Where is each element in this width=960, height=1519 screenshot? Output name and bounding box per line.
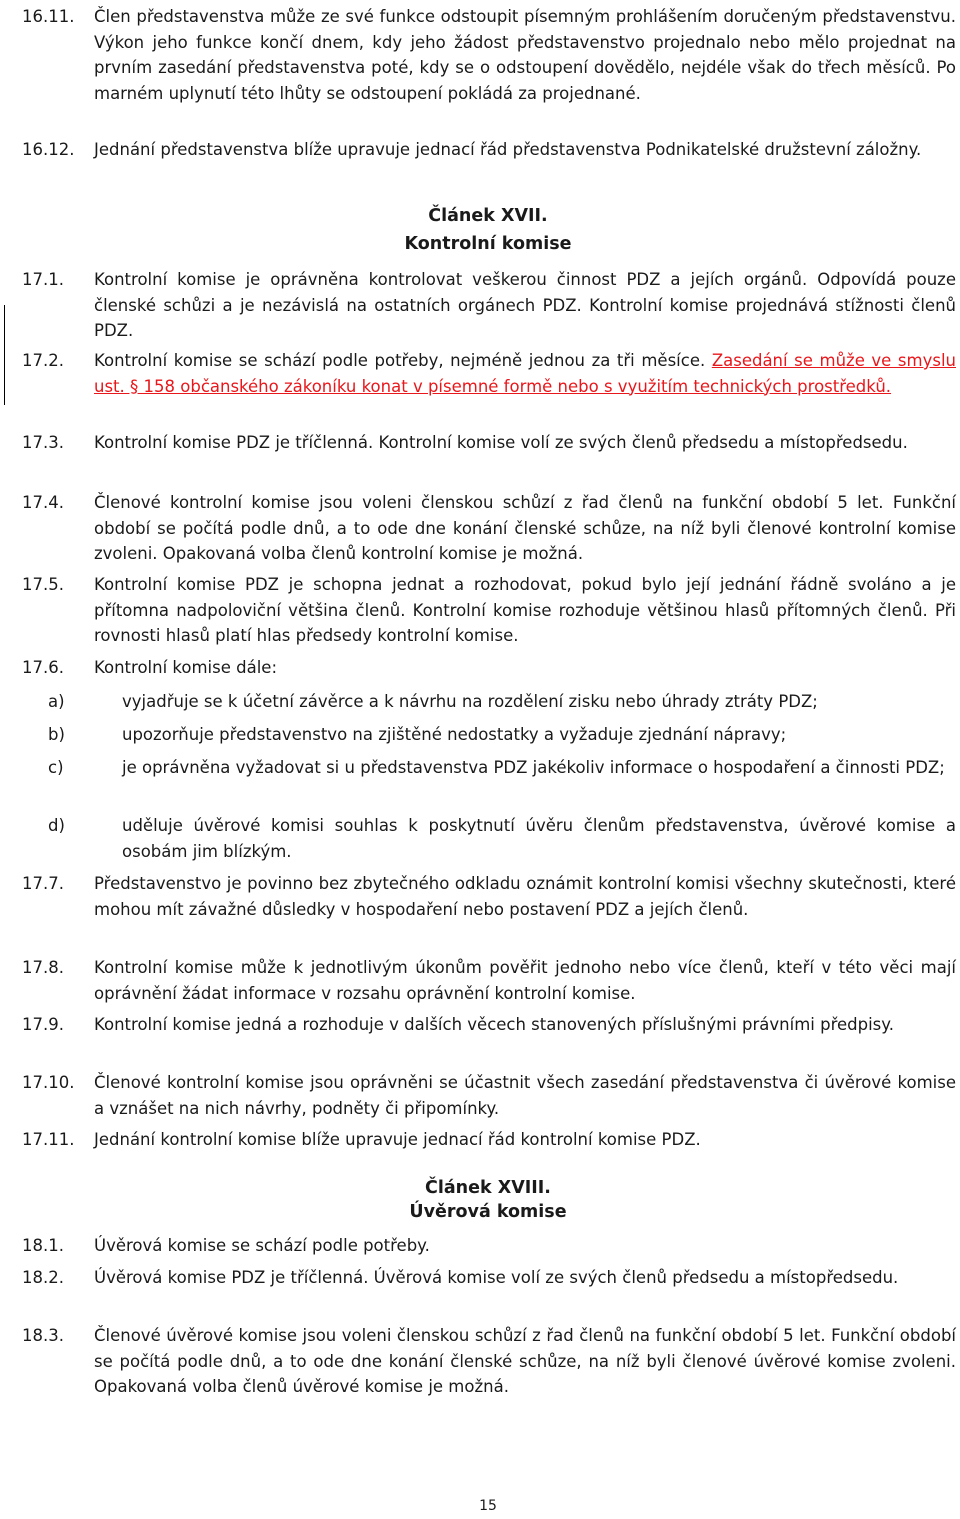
clause-number: 16.12. <box>22 140 75 159</box>
clause-number: 17.3. <box>22 433 64 452</box>
clause-text: Členové kontrolní komise jsou voleni členskou schůzí z řad členů na funkční období 5 let. Funkční období se počítá podle dnů, a to ode dne konání členské schůze, na níž byli členové kontrolní komise zvoleni. Opakovaná volba členů kontrolní komise je možná. <box>94 493 956 563</box>
clause-18-1 <box>22 1233 956 1259</box>
clause-number: 17.8. <box>22 958 64 977</box>
clause-text: Kontrolní komise jedná a rozhoduje v dalších věcech stanovených příslušnými právními předpisy. <box>94 1015 894 1034</box>
clause-text <box>94 348 956 399</box>
article-18-subtitle: Úvěrová komise <box>409 1202 567 1222</box>
clause-number: 17.5. <box>22 575 64 594</box>
clause-number: 17.11. <box>22 1130 75 1149</box>
list-item-a <box>48 689 956 715</box>
clause-17-7 <box>22 871 956 922</box>
clause-number: 17.4. <box>22 493 64 512</box>
clause-18-3 <box>22 1323 956 1400</box>
revision-change-bar <box>4 305 5 405</box>
clause-text: Kontrolní komise může k jednotlivým úkonům pověřit jednoho nebo více členů, kteří v této věci mají oprávnění žádat informace v rozsahu oprávnění kontrolní komise. <box>94 958 956 1003</box>
clause-number: 17.10. <box>22 1073 75 1092</box>
list-item-b <box>48 722 956 748</box>
clause-text: Úvěrová komise se schází podle potřeby. <box>94 1236 430 1255</box>
clause-number: 16.11. <box>22 7 75 26</box>
clause-text: Členové kontrolní komise jsou oprávněni se účastnit všech zasedání představenstva či úvěrové komise a vznášet na nich návrhy, podněty či připomínky. <box>94 1073 956 1118</box>
page-number: 15 <box>479 1498 497 1514</box>
article-18-title: Článek XVIII. <box>425 1178 551 1198</box>
clause-17-11 <box>22 1127 956 1153</box>
clause-17-3 <box>22 430 956 456</box>
list-letter: c) <box>48 758 64 777</box>
clause-number: 18.1. <box>22 1236 64 1255</box>
inserted-amendment-text: Zasedání se může ve smyslu ust. § 158 občanského zákoníku konat v písemné formě nebo s využitím technických prostředků. <box>94 351 956 396</box>
clause-text: Představenstvo je povinno bez zbytečného odkladu oznámit kontrolní komisi všechny skutečnosti, které mohou mít závažné důsledky v hospodaření nebo postavení PDZ a jejích členů. <box>94 874 956 919</box>
clause-text: Úvěrová komise PDZ je tříčlenná. Úvěrová komise volí ze svých členů předsedu a místopředsedu. <box>94 1268 899 1287</box>
clause-17-4 <box>22 490 956 567</box>
clause-18-2 <box>22 1265 956 1291</box>
clause-text: Jednání představenstva blíže upravuje jednací řád představenstva Podnikatelské družstevní záložny. <box>94 140 922 159</box>
clause-16-12 <box>22 137 956 163</box>
clause-number: 17.1. <box>22 270 64 289</box>
article-17-title: Článek XVII. <box>428 206 548 226</box>
clause-text-main: Kontrolní komise se schází podle potřeby, nejméně jednou za tři měsíce. <box>94 351 706 370</box>
clause-16-11 <box>22 4 956 106</box>
clause-text: Člen představenstva může ze své funkce odstoupit písemným prohlášením doručeným představenstvu. Výkon jeho funkce končí dnem, kdy jeho žádost představenstvo projednalo nebo mělo projednat na prvním zasedání představenstva poté, kdy se o odstoupení dovědělo, nejdéle však do třech měsíců. Po marném uplynutí této lhůty se odstoupení pokládá za projednané. <box>94 7 956 103</box>
list-text: uděluje úvěrové komisi souhlas k poskytnutí úvěru členům představenstva, úvěrové komise a osobám jim blízkým. <box>122 816 956 861</box>
clause-number: 17.6. <box>22 658 64 677</box>
list-text: je oprávněna vyžadovat si u představenstva PDZ jakékoliv informace o hospodaření a činnosti PDZ; <box>122 758 945 777</box>
clause-text: Kontrolní komise je oprávněna kontrolovat veškerou činnost PDZ a jejích orgánů. Odpovídá pouze členské schůzi a je nezávislá na ostatních orgánech PDZ. Kontrolní komise projednává stížnosti členů PDZ. <box>94 270 956 340</box>
clause-text: Členové úvěrové komise jsou voleni členskou schůzí z řad členů na funkční období 5 let. Funkční období se počítá podle dnů, a to ode dne konání členské schůze, na níž byli členové úvěrové komise zvoleni. Opakovaná volba členů úvěrové komise je možná. <box>94 1326 956 1396</box>
clause-number: 17.2. <box>22 351 64 370</box>
list-item-d <box>48 813 956 864</box>
clause-number: 18.2. <box>22 1268 64 1287</box>
clause-17-2 <box>22 348 956 399</box>
list-letter: d) <box>48 816 65 835</box>
clause-text: Jednání kontrolní komise blíže upravuje jednací řád kontrolní komise PDZ. <box>94 1130 701 1149</box>
article-17-subtitle: Kontrolní komise <box>404 234 572 254</box>
clause-17-5 <box>22 572 956 649</box>
list-text: vyjadřuje se k účetní závěrce a k návrhu na rozdělení zisku nebo úhrady ztráty PDZ; <box>122 692 818 711</box>
list-letter: a) <box>48 692 65 711</box>
list-item-c <box>48 755 956 781</box>
clause-text: Kontrolní komise dále: <box>94 658 277 677</box>
list-letter: b) <box>48 725 65 744</box>
clause-text: Kontrolní komise PDZ je schopna jednat a rozhodovat, pokud bylo její jednání řádně svoláno a je přítomna nadpoloviční většina členů. Kontrolní komise rozhoduje většinou hlasů přítomných členů. Při rovnosti hlasů platí hlas předsedy kontrolní komise. <box>94 575 956 645</box>
clause-17-9 <box>22 1012 956 1038</box>
clause-17-10 <box>22 1070 956 1121</box>
list-text: upozorňuje představenstvo na zjištěné nedostatky a vyžaduje zjednání nápravy; <box>122 725 787 744</box>
clause-17-8 <box>22 955 956 1006</box>
clause-number: 18.3. <box>22 1326 64 1345</box>
clause-17-6 <box>22 655 956 681</box>
clause-number: 17.7. <box>22 874 64 893</box>
clause-text: Kontrolní komise PDZ je tříčlenná. Kontrolní komise volí ze svých členů předsedu a místopředsedu. <box>94 433 908 452</box>
clause-17-1 <box>22 267 956 344</box>
clause-number: 17.9. <box>22 1015 64 1034</box>
